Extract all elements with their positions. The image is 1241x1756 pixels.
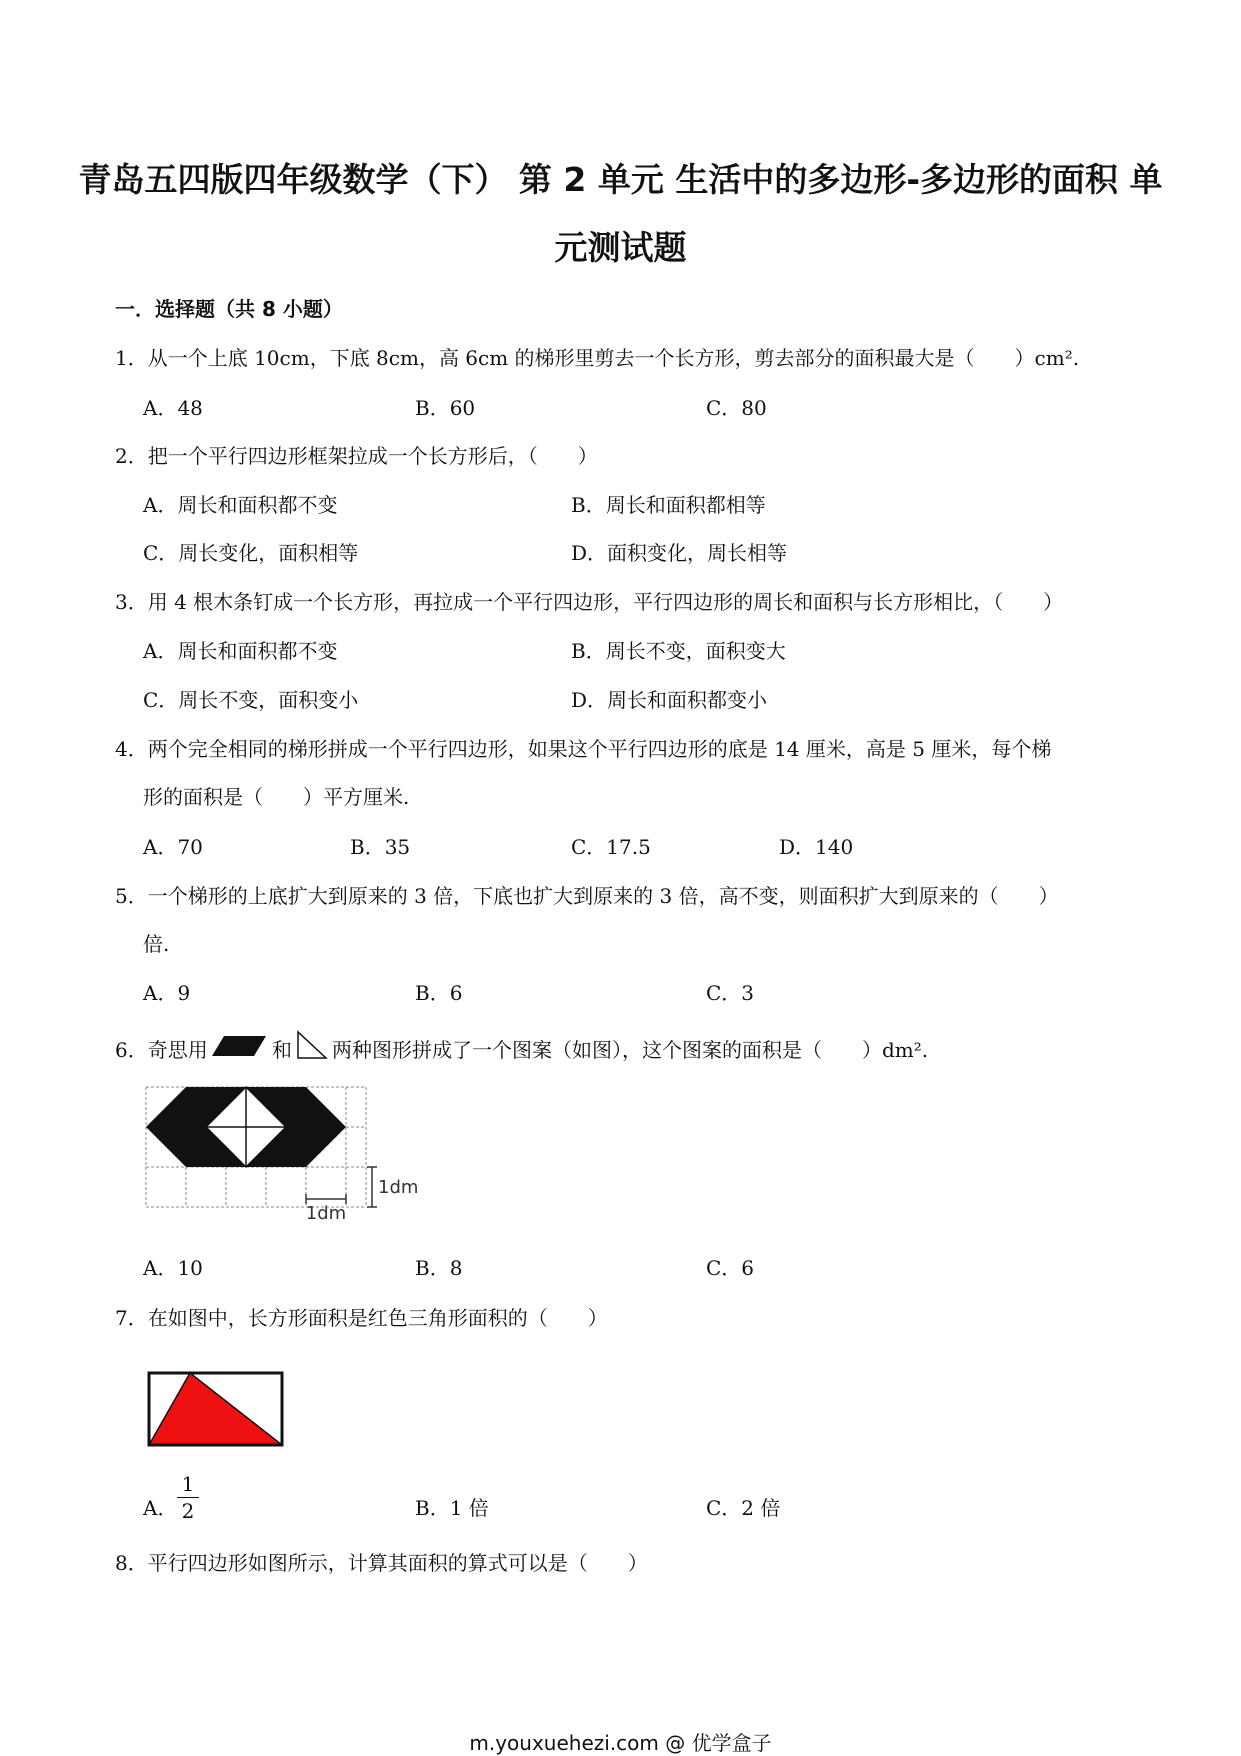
title-line-2: 元测试题 [554, 228, 687, 267]
q2-option-a: A．周长和面积都不变 [143, 493, 338, 517]
q1-option-b: B．60 [415, 396, 476, 420]
question-5-text-line-2: 倍. [143, 932, 170, 956]
q3-option-b: B．周长不变，面积变大 [571, 639, 786, 663]
q6-figure-horizontal-label: 1dm [305, 1203, 347, 1223]
q7-option-b: B．1 倍 [415, 1496, 489, 1520]
parallelogram-shape-icon [210, 1034, 268, 1058]
question-6-text-post: 两种图形拼成了一个图案（如图），这个图案的面积是（ ）dm². [332, 1038, 929, 1062]
q6-figure-vertical-label: 1dm [378, 1177, 419, 1198]
q6-option-a: A．10 [143, 1256, 203, 1280]
q3-option-d: D．周长和面积都变小 [571, 688, 768, 712]
q1-option-c: C．80 [706, 396, 767, 420]
q7-option-a-prefix: A． [143, 1496, 178, 1520]
question-4-text-line-1: 4．两个完全相同的梯形拼成一个平行四边形，如果这个平行四边形的底是 14 厘米，高是 5 厘米，每个梯 [115, 737, 1052, 761]
q2-option-c: C．周长变化，面积相等 [143, 541, 359, 565]
q4-option-a: A．70 [143, 835, 203, 859]
fraction-numerator: 1 [181, 1472, 195, 1496]
q4-option-b: B．35 [350, 835, 411, 859]
q4-option-c: C．17.5 [571, 835, 651, 859]
title-line-1: 青岛五四版四年级数学（下） 第 2 单元 生活中的多边形-多边形的面积 单 [78, 160, 1163, 199]
question-5-text-line-1: 5．一个梯形的上底扩大到原来的 3 倍，下底也扩大到原来的 3 倍，高不变，则面积扩大到原来的（ ） [115, 884, 1059, 908]
right-triangle-shape-icon [296, 1030, 328, 1060]
question-2-text: 2．把一个平行四边形框架拉成一个长方形后，（ ） [115, 444, 598, 468]
question-7-text: 7．在如图中，长方形面积是红色三角形面积的（ ） [115, 1306, 608, 1330]
q3-option-a: A．周长和面积都不变 [143, 639, 338, 663]
q2-option-d: D．面积变化，周长相等 [571, 541, 788, 565]
q3-option-c: C．周长不变，面积变小 [143, 688, 359, 712]
q4-option-d: D．140 [779, 835, 854, 859]
question-6-text-pre: 6．奇思用 [115, 1038, 208, 1062]
q7-option-a-fraction [177, 1473, 199, 1522]
q6-tile-pattern-figure [140, 1083, 420, 1223]
q7-option-c: C．2 倍 [706, 1496, 781, 1520]
footer-watermark: m.youxuehezi.com @ 优学盒子 [469, 1731, 772, 1755]
q6-option-c: C．6 [706, 1256, 755, 1280]
question-3-text: 3．用 4 根木条钉成一个长方形，再拉成一个平行四边形，平行四边形的周长和面积与长方形相比，（ ） [115, 590, 1064, 614]
section-heading: 一．选择题（共 8 小题） [115, 297, 343, 321]
q6-option-b: B．8 [415, 1256, 463, 1280]
q5-option-b: B．6 [415, 981, 463, 1005]
q1-option-a: A．48 [143, 396, 203, 420]
question-8-text: 8．平行四边形如图所示，计算其面积的算式可以是（ ） [115, 1551, 648, 1575]
q5-option-c: C．3 [706, 981, 755, 1005]
question-1-text: 1．从一个上底 10cm，下底 8cm，高 6cm 的梯形里剪去一个长方形，剪去部分的面积最大是（ ）cm². [115, 346, 1080, 370]
q5-option-a: A．9 [143, 981, 191, 1005]
q2-option-b: B．周长和面积都相等 [571, 493, 766, 517]
question-6-text-mid: 和 [272, 1038, 292, 1062]
fraction-denominator: 2 [181, 1499, 195, 1523]
q7-rectangle-triangle-figure [145, 1368, 290, 1450]
question-4-text-line-2: 形的面积是（ ）平方厘米. [143, 785, 410, 809]
fraction-bar [177, 1497, 199, 1498]
